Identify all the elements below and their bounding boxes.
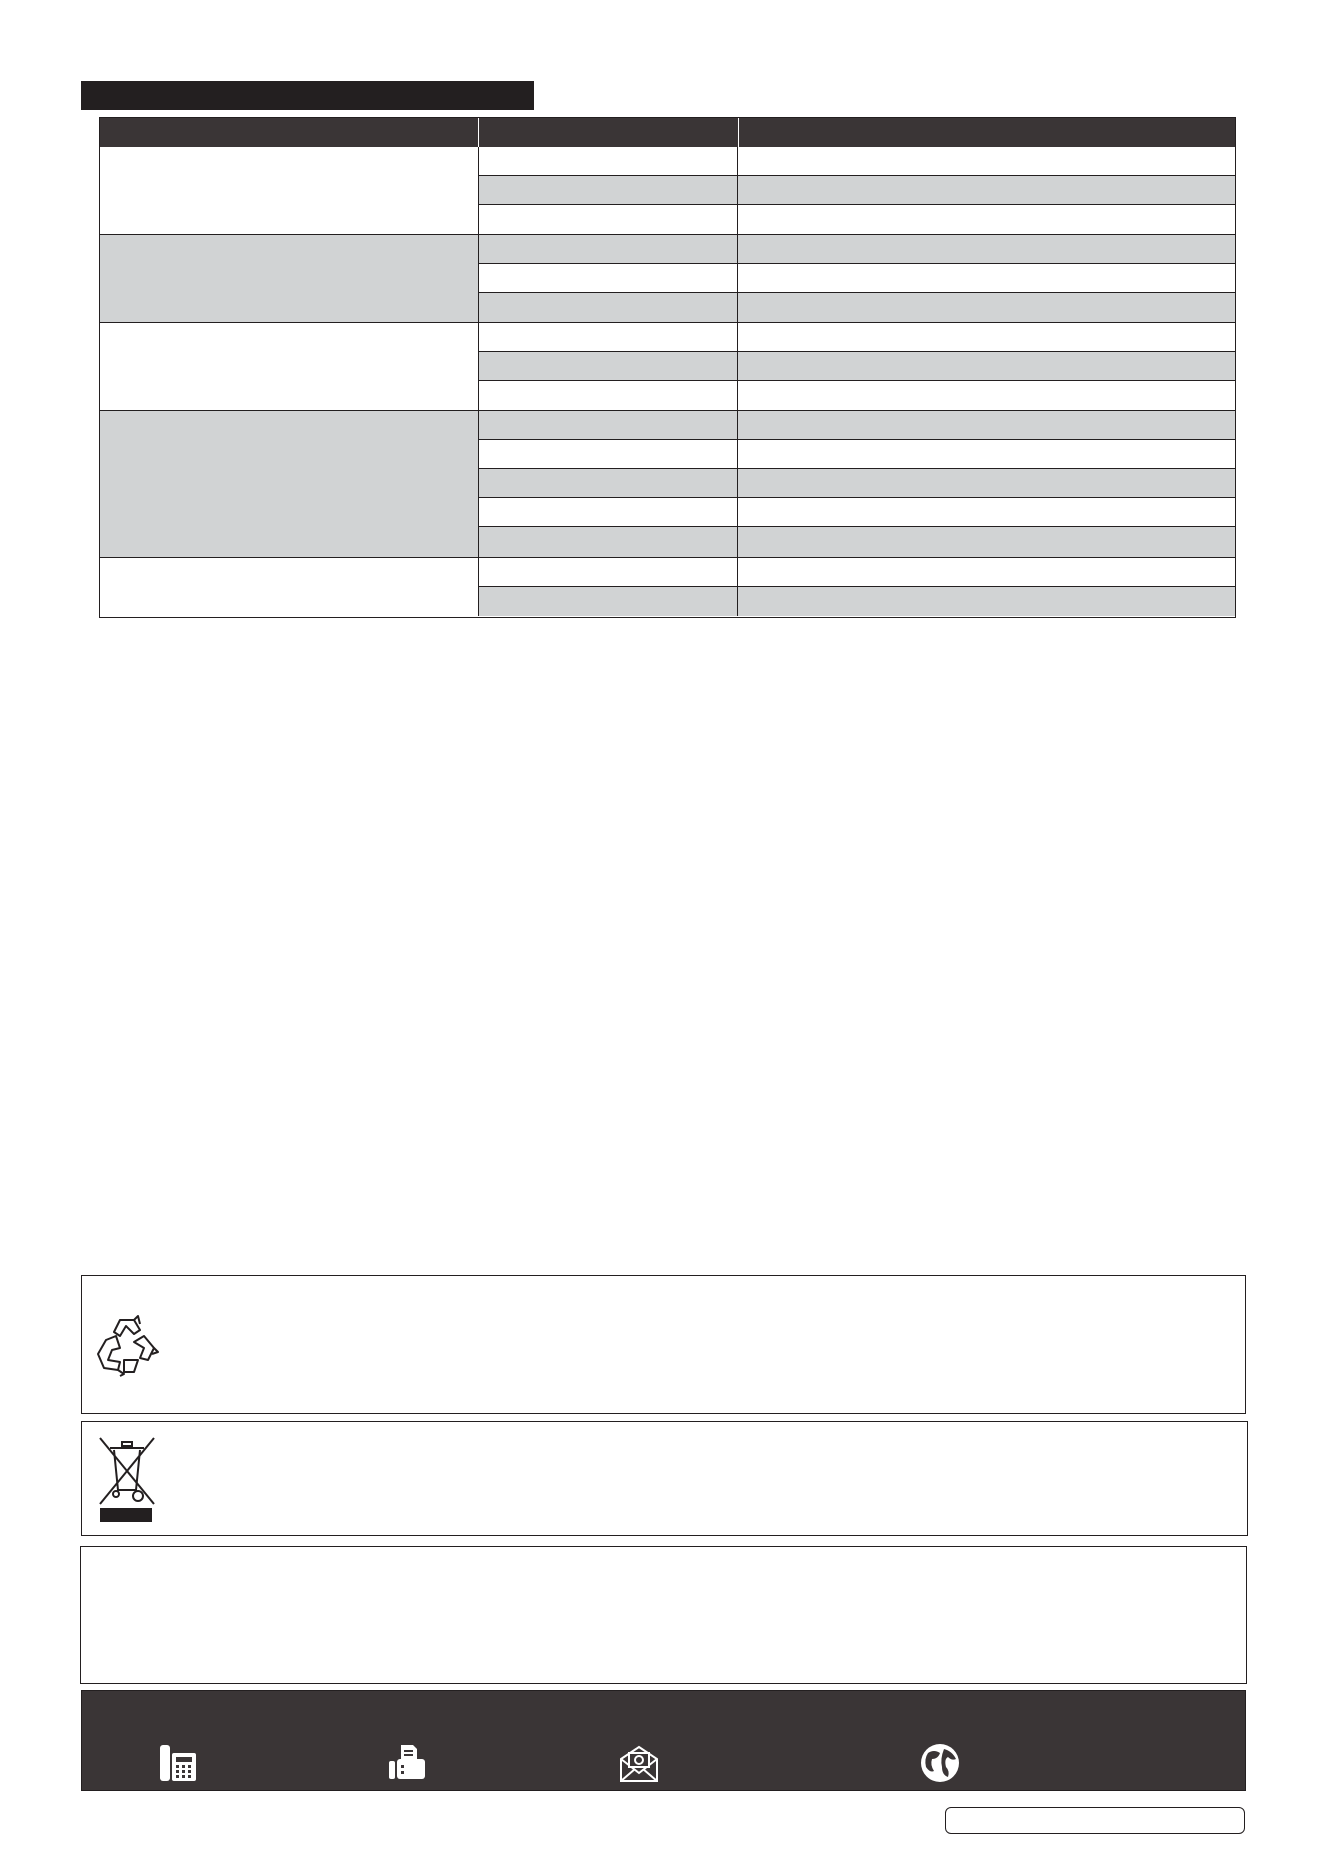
section-heading-bar <box>81 81 534 110</box>
cause-cell <box>478 381 738 410</box>
solution-cell <box>738 587 1235 616</box>
table-row <box>478 411 1235 440</box>
table-row <box>478 147 1235 176</box>
table-row <box>478 235 1235 264</box>
header-cause <box>478 118 739 147</box>
problem-cell <box>100 411 478 558</box>
table-row <box>478 352 1235 381</box>
solution-cell <box>738 440 1235 468</box>
solution-cell <box>738 558 1235 586</box>
solution-cell <box>738 381 1235 410</box>
reference-box <box>945 1807 1245 1834</box>
table-row <box>478 527 1235 558</box>
table-row <box>478 176 1235 205</box>
table-header <box>100 118 1235 147</box>
cause-cell <box>478 352 738 380</box>
solution-cell <box>738 147 1235 175</box>
environment-recycle-box <box>81 1275 1246 1414</box>
cause-cell <box>478 323 738 351</box>
solution-cell <box>738 293 1235 322</box>
cause-cell <box>478 498 738 526</box>
problem-cell <box>100 147 478 235</box>
cause-cell <box>478 558 738 586</box>
solution-cell <box>738 352 1235 380</box>
table-row <box>478 381 1235 411</box>
cause-cell <box>478 235 738 263</box>
table-row <box>478 205 1235 235</box>
solution-cell <box>738 323 1235 351</box>
solution-cell <box>738 176 1235 204</box>
environment-weee-box <box>81 1421 1248 1536</box>
contact-bar <box>81 1690 1246 1791</box>
email-icon <box>617 1741 661 1785</box>
table-row <box>478 587 1235 616</box>
solution-cell <box>738 469 1235 497</box>
cause-cell <box>478 293 738 322</box>
phone-icon <box>156 1741 200 1785</box>
problem-cell <box>100 558 478 616</box>
cause-cell <box>478 411 738 439</box>
globe-icon <box>918 1741 962 1785</box>
solution-cell <box>738 205 1235 234</box>
table-row <box>478 264 1235 293</box>
header-solution <box>738 118 1235 147</box>
fax-icon <box>385 1741 429 1785</box>
cause-cell <box>478 440 738 468</box>
table-row <box>478 293 1235 323</box>
cause-cell <box>478 147 738 175</box>
cause-cell <box>478 205 738 234</box>
table-row <box>478 558 1235 587</box>
solution-cell <box>738 264 1235 292</box>
troubleshooting-table <box>99 117 1236 618</box>
table-row <box>478 440 1235 469</box>
note-box <box>80 1546 1247 1684</box>
problem-cell <box>100 323 478 411</box>
weee-crossed-bin-icon <box>96 1434 158 1508</box>
solution-cell <box>738 411 1235 439</box>
problem-cell <box>100 235 478 323</box>
table-row <box>478 469 1235 498</box>
table-row <box>478 323 1235 352</box>
solution-cell <box>738 527 1235 557</box>
solution-cell <box>738 235 1235 263</box>
cause-cell <box>478 264 738 292</box>
table-row <box>478 498 1235 527</box>
weee-label-bar <box>100 1508 152 1522</box>
solution-cell <box>738 498 1235 526</box>
cause-cell <box>478 587 738 616</box>
header-problem <box>100 118 479 147</box>
recycle-icon <box>94 1314 160 1380</box>
cause-cell <box>478 469 738 497</box>
cause-cell <box>478 527 738 557</box>
cause-cell <box>478 176 738 204</box>
